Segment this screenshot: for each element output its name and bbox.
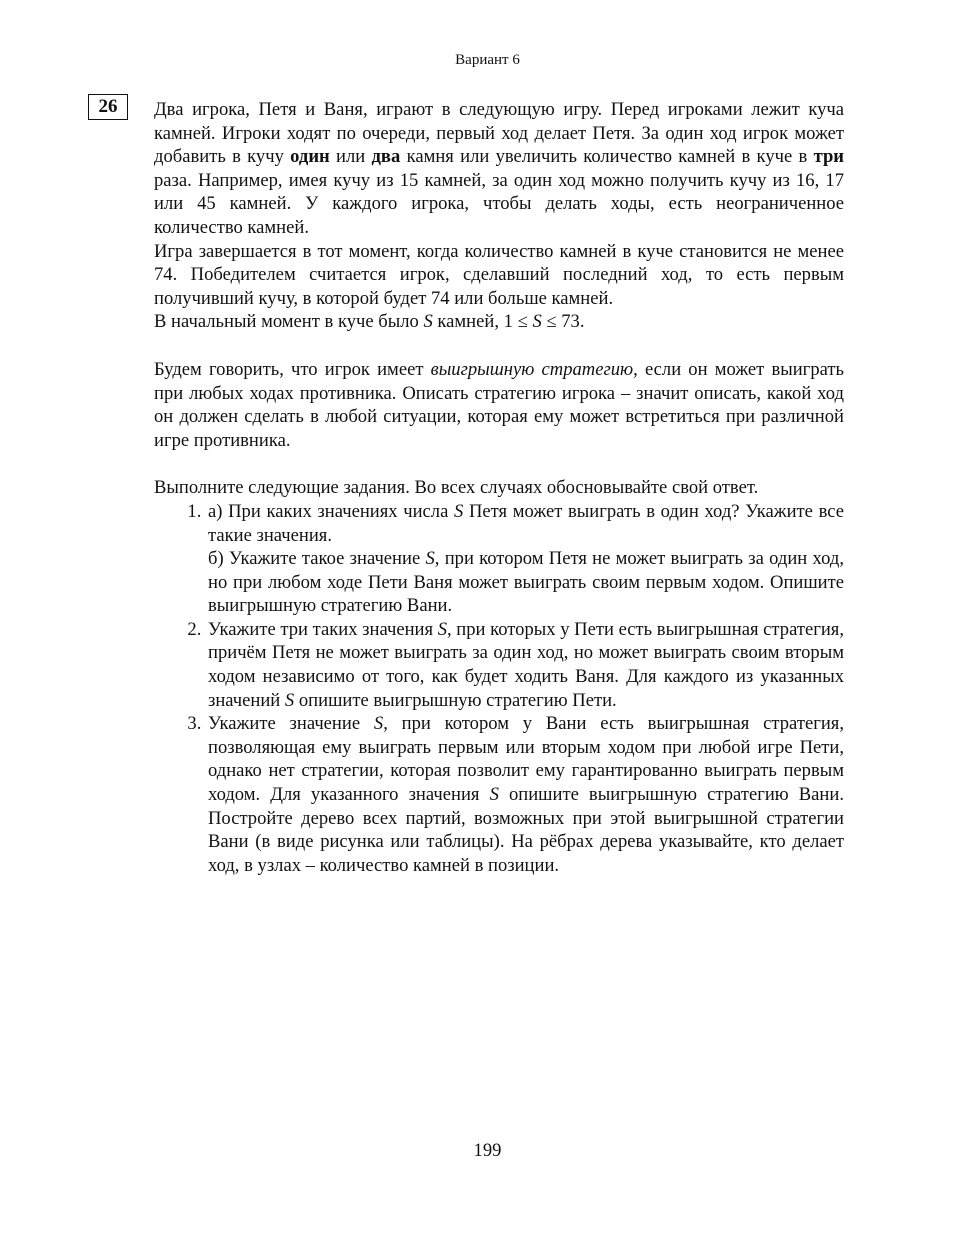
task-item-1 bbox=[206, 500, 844, 618]
task-1b: б) Укажите такое значение S, при котором Петя не может выиграть за один ход, но при любом ходе Пети Ваня может выиграть своим первым ходом. Опишите выигрышную стратегию Вани. bbox=[208, 548, 844, 617]
task-item-3 bbox=[206, 712, 844, 877]
strategy-definition: Будем говорить, что игрок имеет выигрышную стратегию, если он может выиграть при любых ходах противника. Описать стратегию игрока – значит описать, какой ход он должен сделать в любой ситуации, которая ему может встретиться при различной игре противника. bbox=[154, 358, 844, 451]
task-list bbox=[154, 500, 844, 878]
intro-paragraph-rules: Два игрока, Петя и Ваня, играют в следующую игру. Перед игроками лежит куча камней. Игроки ходят по очереди, первый ход делает Петя. За один ход игрок может добавить в кучу один или два камня или увеличить количество камней в куче в три раза. Например, имея кучу из 15 камней, за один ход можно получить кучу из 16, 17 или 45 камней. У каждого игрока, чтобы делать ходы, есть неограниченное количество камней. bbox=[154, 99, 845, 238]
task-body bbox=[154, 98, 844, 877]
task-number-box: 26 bbox=[88, 94, 128, 120]
task-2: 2. Укажите три таких значения S, при которых у Пети есть выигрышная стратегия, причём Петя не может выиграть за один ход, но может выиграть своим вторым ходом независимо от того, как будет ходить Ваня. Для каждого из указанных значений S опишите выигрышную стратегию Пети. bbox=[208, 618, 844, 711]
instructions: Выполните следующие задания. Во всех случаях обосновывайте свой ответ. bbox=[154, 477, 759, 499]
task-item-2 bbox=[206, 618, 844, 712]
intro-paragraph-end-condition: Игра завершается в тот момент, когда количество камней в куче становится не менее 74. Победителем считается игрок, сделавший последний ход, то есть первым получивший кучу, в которой будет 74 или больше камней. bbox=[154, 240, 844, 309]
task-3: 3. Укажите значение S, при котором у Вани есть выигрышная стратегия, позволяющая ему выиграть первым или вторым ходом при любой игре Пети, однако нет стратегии, которая позволит ему гарантированно выиграть первым ходом. Для указанного значения S опишите выигрышную стратегию Вани. Постройте дерево всех партий, возможных при этой выигрышной стратегии Вани (в виде рисунка или таблицы). На рёбрах дерева указывайте, кто делает ход, в узлах – количество камней в позиции. bbox=[208, 713, 844, 876]
page-header: Вариант 6 bbox=[455, 52, 520, 68]
page-number: 199 bbox=[473, 1140, 502, 1161]
intro-paragraph-initial: В начальный момент в куче было S камней, 1 ≤ S ≤ 73. bbox=[154, 311, 585, 333]
task-1a: 1. а) При каких значениях числа S Петя может выиграть в один ход? Укажите все такие значения. bbox=[208, 500, 844, 546]
